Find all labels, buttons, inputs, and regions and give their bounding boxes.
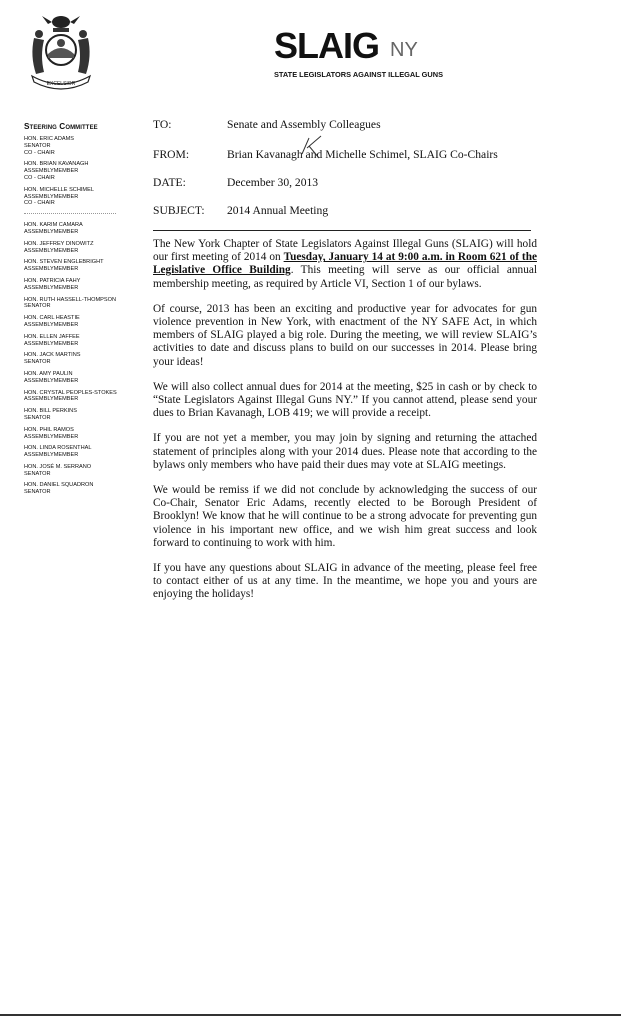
member-name: HON. ERIC ADAMS (24, 136, 75, 142)
memo-date-label: DATE: (153, 176, 186, 189)
member-role: SENATOR (24, 414, 51, 421)
member-entry (24, 427, 142, 441)
member-title: CO - CHAIR (24, 174, 55, 181)
member-entry (24, 371, 142, 385)
paragraph-text: . This meeting will serve as our official annual membership meeting, as required by Article VI, Section 1 of our bylaws. (153, 264, 537, 290)
memo-subject-value: 2014 Annual Meeting (227, 204, 329, 217)
paragraph-meeting (153, 238, 537, 291)
member-title: CO - CHAIR (24, 149, 55, 156)
header-divider (153, 230, 531, 231)
member-role: ASSEMBLYMEMBER (24, 168, 79, 175)
member-role: SENATOR (24, 359, 51, 366)
chair-entry (24, 136, 142, 156)
member-name: HON. PATRICIA FAHY (24, 277, 81, 284)
sidebar-divider (24, 213, 116, 214)
paragraph-closing: If you have any questions about SLAIG in advance of the meeting, please feel free to contact either of us at any time. In the meantime, we hope you and yours are enjoying the holidays! (153, 562, 537, 601)
page-edge-line (0, 1014, 621, 1016)
memo-to-label: TO: (153, 118, 172, 131)
logo-tagline: STATE LEGISLATORS AGAINST ILLEGAL GUNS (274, 70, 444, 79)
member-entry (24, 334, 142, 348)
paragraph-year-review: Of course, 2013 has been an exciting and productive year for advocates for gun violence prevention in New York, with enactment of the NY SAFE Act, in which members of SLAIG played a big role. During the meeting, we will review SLAIG’s activities to date and discuss plans to build on our successes in 2014. Please bring your ideas! (153, 302, 537, 368)
member-entry (24, 297, 142, 311)
memo-to-value: Senate and Assembly Colleagues (227, 118, 381, 131)
new-york-state-seal (24, 12, 98, 94)
paragraph-acknowledgement: We would be remiss if we did not conclude by acknowledging the success of our Co-Chair, Senator Eric Adams, recently elected to be Borough President of Brooklyn! We know that he will continue to be a strong advocate for preventing gun violence in his important new office, and we wish him great success and look forward to continuing to work with him. (153, 484, 537, 549)
member-name: HON. LINDA ROSENTHAL (24, 445, 92, 452)
member-entry (24, 482, 142, 496)
member-role: ASSEMBLYMEMBER (24, 452, 79, 459)
logo-wordmark: SLAIG (274, 25, 380, 66)
member-title: CO - CHAIR (24, 200, 55, 207)
member-role: ASSEMBLYMEMBER (24, 377, 79, 384)
member-entry (24, 278, 142, 292)
member-role: ASSEMBLYMEMBER (24, 284, 79, 291)
member-entry (24, 222, 142, 236)
member-name: HON. RUTH HASSELL-THOMPSON (24, 296, 116, 303)
member-name: HON. JOSÉ M. SERRANO (24, 463, 92, 470)
slaig-logo (270, 26, 480, 88)
member-name: HON. MICHELLE SCHIMEL (24, 186, 94, 193)
member-entry (24, 445, 142, 459)
paragraph-dues: We will also collect annual dues for 2014 at the meeting, $25 in cash or by check to “State Legislators Against Illegal Guns NY.” If you cannot attend, please send your dues to Brian Kavanagh, LOB 419; we will provide a receipt. (153, 380, 537, 420)
memo-from-label: FROM: (153, 148, 190, 161)
member-name: HON. AMY PAULIN (24, 370, 73, 377)
member-entry (24, 390, 142, 404)
member-name: HON. KARIM CAMARA (24, 222, 83, 229)
sidebar-title: Steering Committee (24, 122, 98, 131)
member-name: HON. BRIAN KAVANAGH (24, 161, 89, 168)
member-entry (24, 352, 142, 366)
member-entry (24, 408, 142, 422)
member-role: ASSEMBLYMEMBER (24, 228, 79, 235)
member-name: HON. CRYSTAL PEOPLES-STOKES (24, 389, 117, 396)
memo-from-value: Brian Kavanagh and Michelle Schimel, SLAIG Co-Chairs (227, 148, 498, 161)
member-entry (24, 259, 142, 273)
member-role: ASSEMBLYMEMBER (24, 396, 79, 403)
member-role: SENATOR (24, 470, 51, 477)
member-entry (24, 464, 142, 478)
member-role: SENATOR (24, 303, 51, 310)
logo-suffix: NY (390, 39, 418, 61)
member-role: SENATOR (24, 142, 51, 149)
member-role: ASSEMBLYMEMBER (24, 266, 79, 273)
meeting-details: Tuesday, January 14 at 9:00 a.m. in Room 621 of the Legislative Office Building (153, 251, 537, 277)
member-name: HON. PHIL RAMOS (24, 426, 74, 433)
chair-entry (24, 187, 142, 207)
memo-subject-label: SUBJECT: (153, 204, 205, 217)
member-role: ASSEMBLYMEMBER (24, 193, 79, 200)
chair-entry (24, 161, 142, 181)
paragraph-text: The New York Chapter of State Legislators Against Illegal Guns (SLAIG) will hold our first meeting of 2014 on (153, 238, 537, 264)
member-role: ASSEMBLYMEMBER (24, 340, 79, 347)
member-name: HON. BILL PERKINS (24, 408, 77, 415)
seal-motto: EXCELSIOR (46, 81, 76, 87)
member-role: ASSEMBLYMEMBER (24, 247, 79, 254)
paragraph-membership: If you are not yet a member, you may join by signing and returning the attached statement of principles along with your 2014 dues. Please note that according to the bylaws only members who have paid their dues may vote at SLAIG meetings. (153, 432, 537, 471)
member-name: HON. JACK MARTINS (24, 352, 81, 359)
member-role: SENATOR (24, 489, 51, 496)
member-entry (24, 241, 142, 255)
steering-committee-sidebar (24, 122, 142, 501)
member-entry (24, 315, 142, 329)
member-name: HON. ELLEN JAFFEE (24, 333, 80, 340)
member-name: HON. STEVEN ENGLEBRIGHT (24, 259, 104, 266)
member-name: HON. DANIEL SQUADRON (24, 482, 94, 489)
letter-body (153, 238, 537, 614)
member-role: ASSEMBLYMEMBER (24, 433, 79, 440)
memo-date-value: December 30, 2013 (227, 176, 319, 189)
member-role: ASSEMBLYMEMBER (24, 321, 79, 328)
member-name: HON. CARL HEASTIE (24, 315, 80, 322)
member-name: HON. JEFFREY DINOWITZ (24, 240, 94, 247)
handwritten-initials (299, 134, 325, 160)
